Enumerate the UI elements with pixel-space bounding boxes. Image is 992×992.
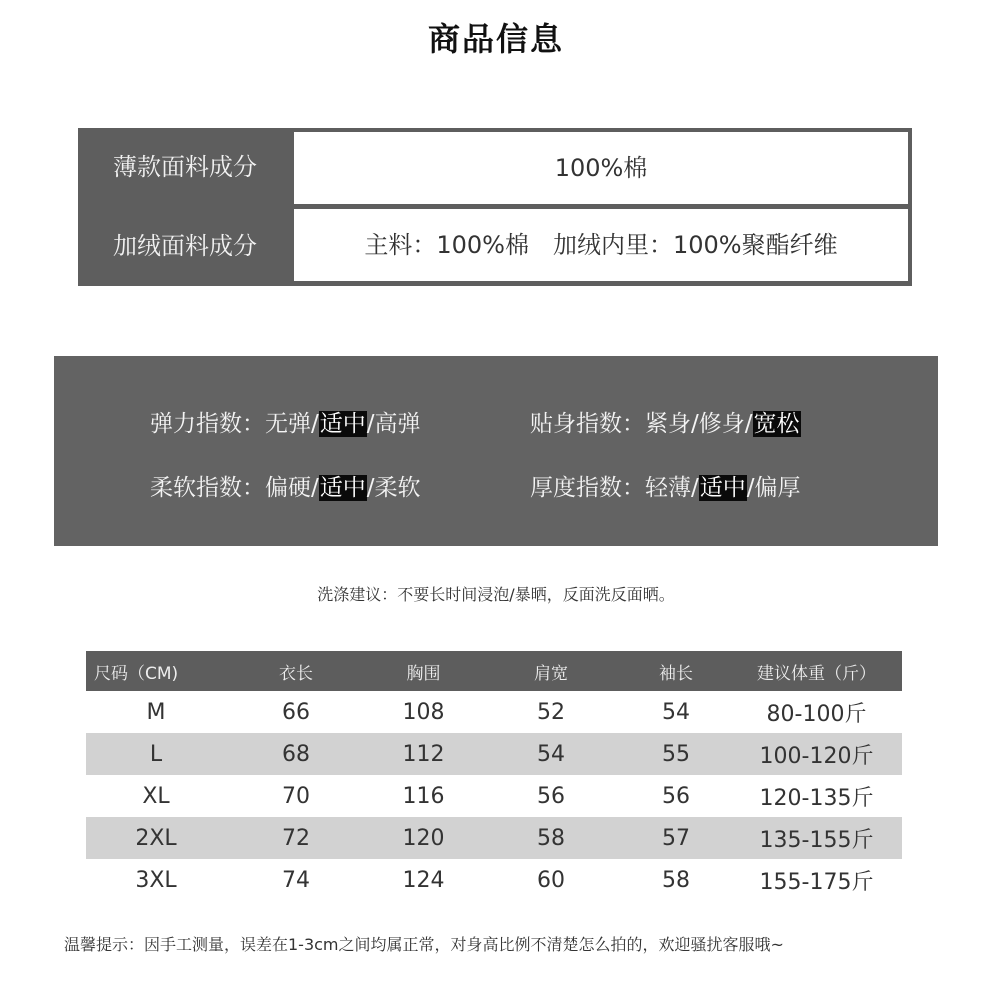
- option: 无弹: [265, 411, 311, 437]
- index-panel: [54, 356, 938, 546]
- cell: 55: [662, 741, 690, 767]
- option-selected: 适中: [319, 411, 366, 437]
- page-title: 商品信息: [427, 20, 564, 58]
- option: 轻薄: [645, 475, 691, 501]
- index-label: 厚度指数：: [530, 475, 645, 501]
- header-cell: 肩宽: [534, 663, 568, 684]
- size-table-header: [86, 651, 902, 691]
- cell: 70: [282, 783, 310, 809]
- wash-advice: 洗涤建议：不要长时间浸泡/暴晒，反面洗反面晒。: [317, 585, 675, 604]
- table-row: [86, 733, 902, 775]
- size-table: [86, 651, 902, 901]
- index-fit: 贴身指数：紧身/修身/宽松: [530, 411, 800, 437]
- cell: 58: [662, 867, 690, 893]
- option-selected: 适中: [319, 475, 366, 501]
- cell: 60: [537, 867, 565, 893]
- cell: 120-135斤: [759, 785, 874, 811]
- index-label: 柔软指数：: [150, 475, 265, 501]
- option: 高弹: [374, 411, 421, 437]
- cell: 66: [282, 699, 310, 725]
- cell: 56: [537, 783, 565, 809]
- cell: 112: [402, 741, 445, 767]
- cell: 80-100斤: [766, 701, 867, 727]
- option: 柔软: [374, 475, 421, 501]
- cell: 155-175斤: [759, 869, 874, 895]
- option: 偏厚: [754, 475, 801, 501]
- cell: 54: [537, 741, 565, 767]
- cell: 58: [537, 825, 565, 851]
- fabric-label: 加绒面料成分: [113, 232, 257, 260]
- cell: 74: [282, 867, 310, 893]
- cell: 57: [662, 825, 690, 851]
- header-cell: 胸围: [406, 663, 441, 684]
- index-thickness: 厚度指数：轻薄/适中/偏厚: [530, 475, 801, 501]
- cell: M: [146, 699, 166, 725]
- index-label: 贴身指数：: [530, 411, 645, 437]
- header-cell: 尺码（CM): [94, 663, 179, 684]
- cell: 108: [402, 699, 445, 725]
- cell: 54: [662, 699, 690, 725]
- cell: 124: [402, 867, 445, 893]
- cell: L: [149, 741, 163, 767]
- option: 修身: [698, 411, 745, 437]
- fabric-value: 主料：100%棉 加绒内里：100%聚酯纤维: [294, 209, 908, 281]
- index-elasticity: 弹力指数：无弹/适中/高弹: [150, 411, 421, 437]
- cell: 2XL: [135, 825, 177, 851]
- header-cell: 衣长: [279, 663, 313, 684]
- cell: 120: [402, 825, 445, 851]
- option: 紧身: [645, 411, 691, 437]
- index-softness: 柔软指数：偏硬/适中/柔软: [150, 475, 421, 501]
- fabric-label: 薄款面料成分: [113, 153, 257, 181]
- cell: 116: [402, 783, 445, 809]
- measurement-tip: 温馨提示：因手工测量，误差在1-3cm之间均属正常，对身高比例不清楚怎么拍的，欢迎骚扰客服哦~: [64, 935, 784, 954]
- table-row: [86, 775, 902, 817]
- table-row: [86, 859, 902, 901]
- cell: 52: [537, 699, 565, 725]
- fabric-row-fleece: [78, 207, 912, 285]
- table-row: [86, 817, 902, 859]
- option: 偏硬: [265, 475, 311, 501]
- fabric-row-thin: [78, 128, 912, 206]
- cell: 56: [662, 783, 690, 809]
- index-label: 弹力指数：: [150, 411, 265, 437]
- header-cell: 建议体重（斤）: [757, 663, 876, 684]
- table-row: [86, 691, 902, 733]
- fabric-value: 100%棉: [294, 132, 908, 204]
- cell: 3XL: [135, 867, 177, 893]
- cell: 100-120斤: [759, 743, 874, 769]
- cell: 72: [282, 825, 310, 851]
- cell: XL: [142, 783, 170, 809]
- header-cell: 袖长: [659, 663, 693, 684]
- option-selected: 适中: [699, 475, 746, 501]
- cell: 68: [282, 741, 310, 767]
- cell: 135-155斤: [759, 827, 874, 853]
- fabric-composition-table: [78, 128, 912, 286]
- option-selected: 宽松: [753, 411, 800, 437]
